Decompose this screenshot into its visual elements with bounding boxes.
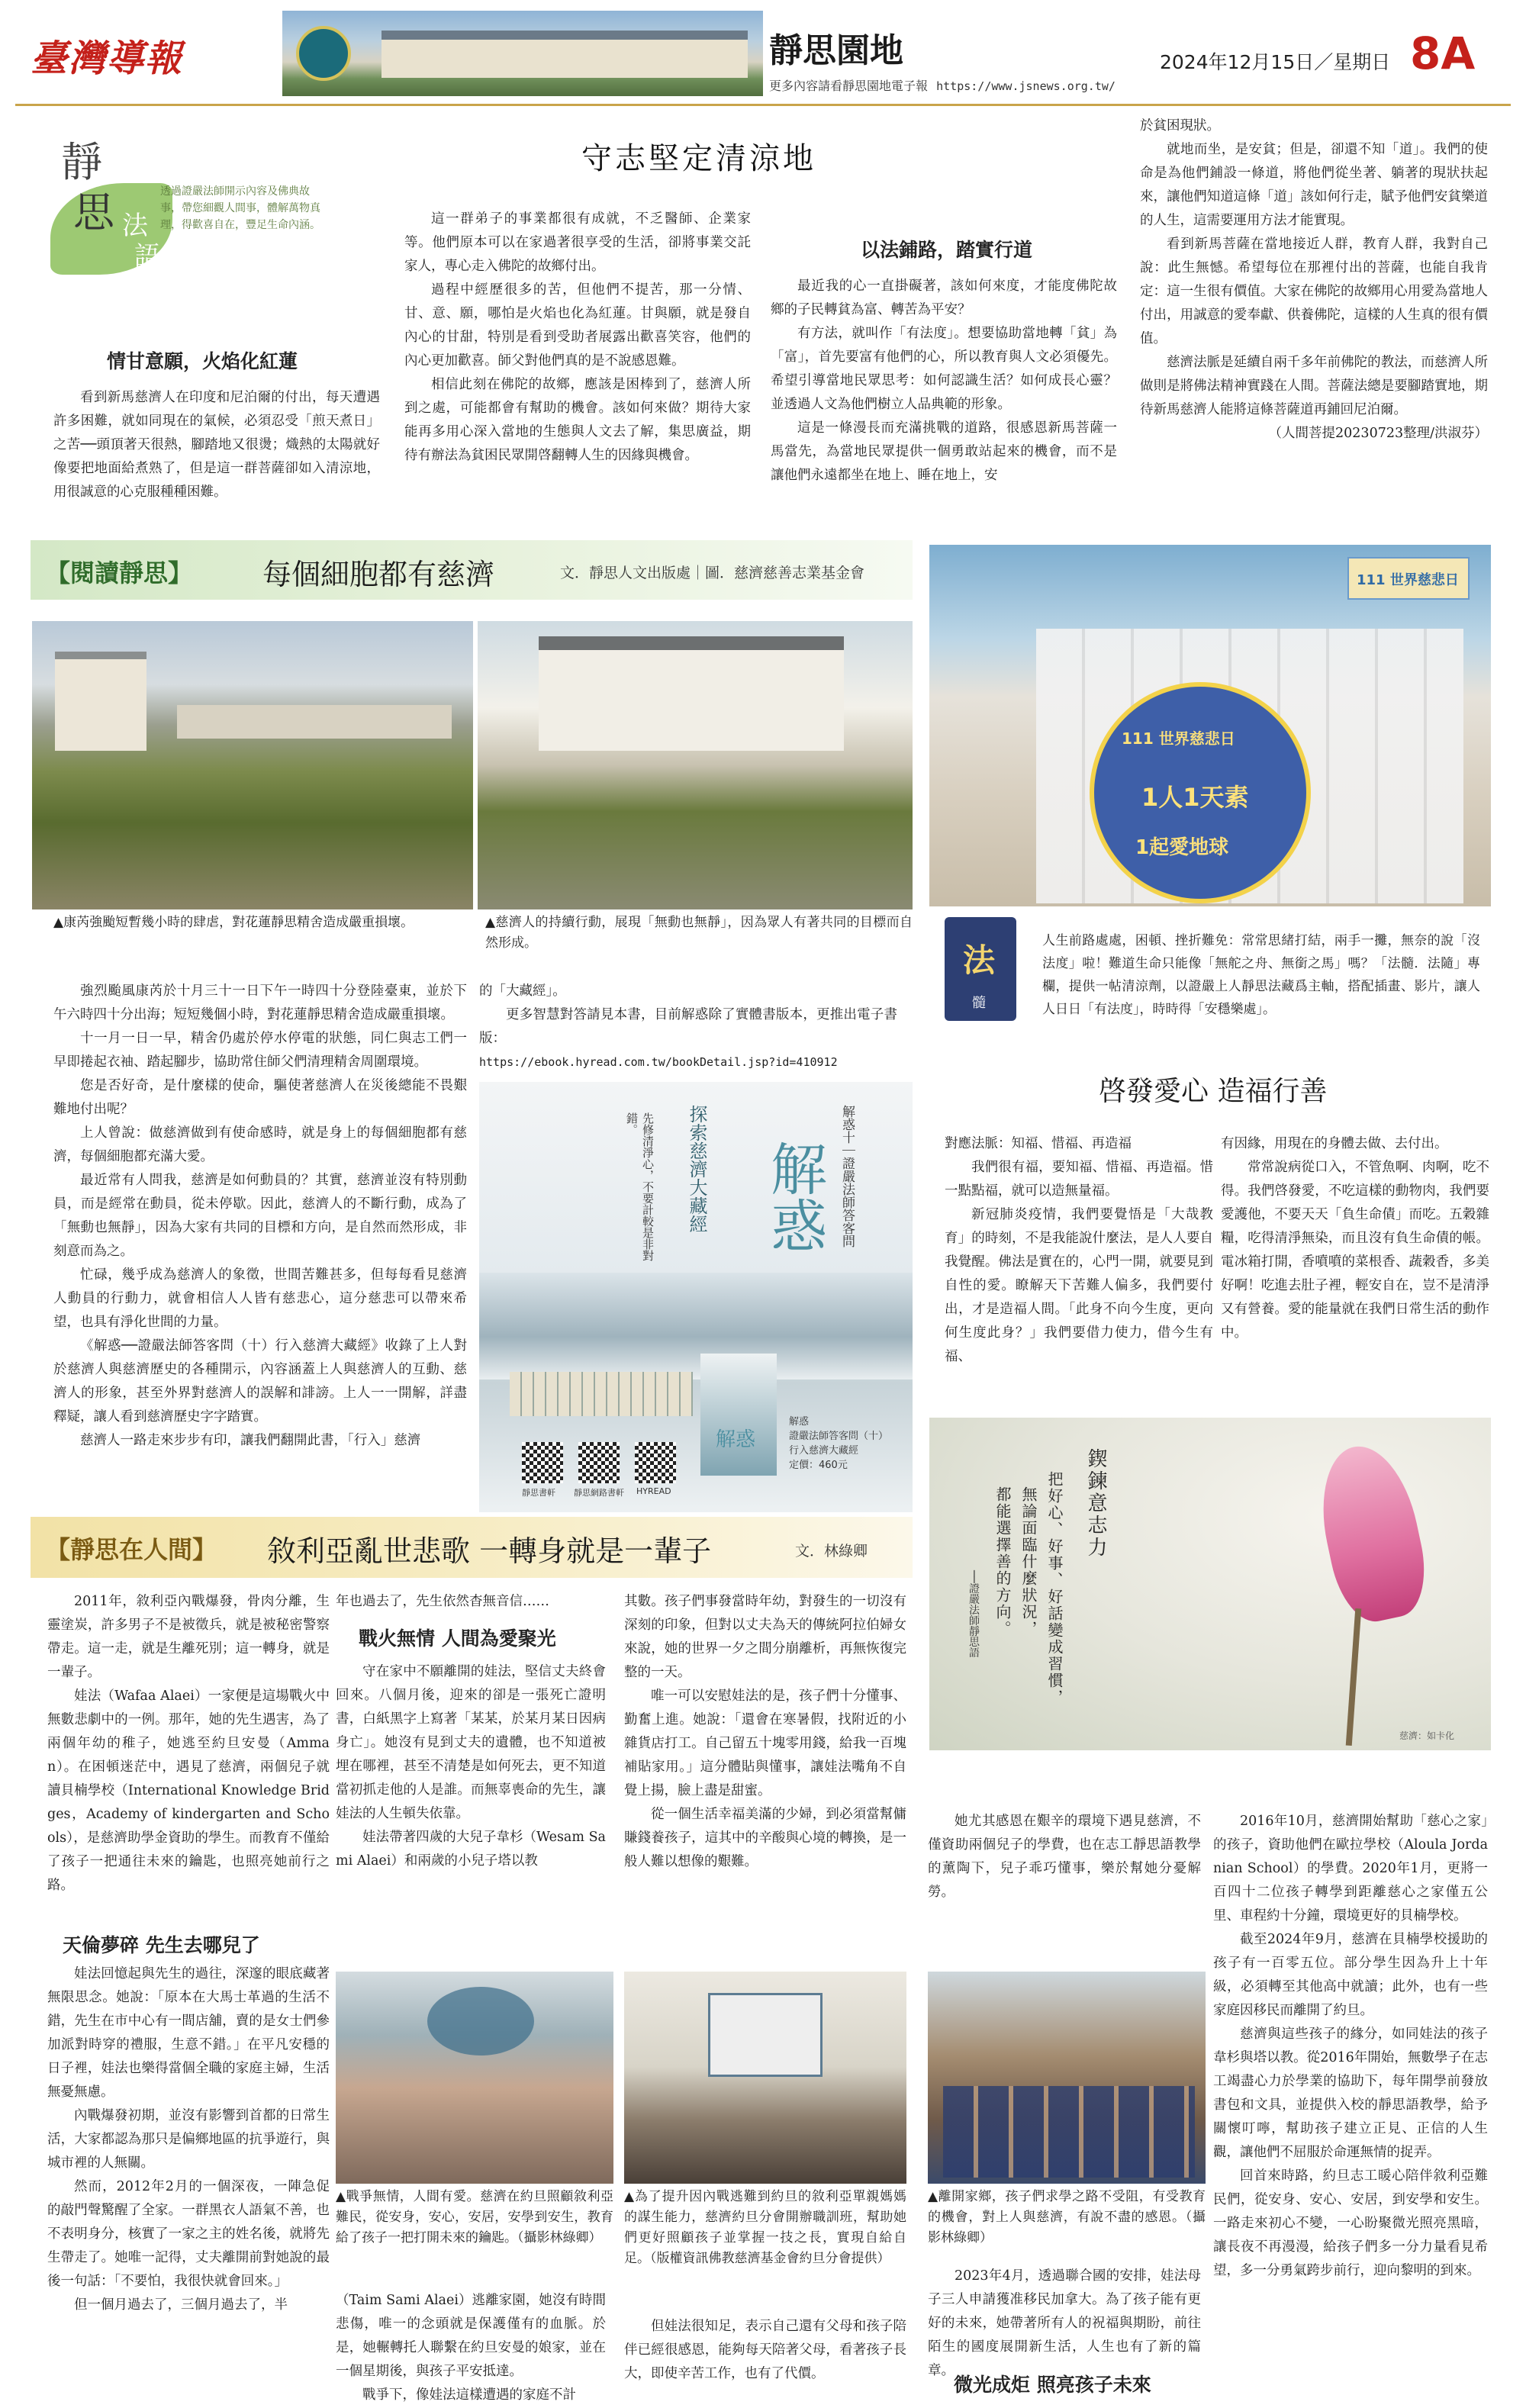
photo-refugee-children <box>336 1972 613 2184</box>
photo-typhoon-damage <box>32 621 473 909</box>
article3-sub1: 天倫夢碎 先生去哪兒了 <box>63 1934 260 1956</box>
article3-col4-top: 她尤其感恩在艱辛的環境下遇見慈濟，不僅資助兩個兒子的學費，也在志工靜思語教學的薰陶下，兒子乖巧懂事，樂於幫她分憂解勞。 <box>928 1814 1201 1900</box>
article3-col2-mid: 守在家中不願離開的娃法，堅信丈夫終會回來。八個月後，迎來的卻是一張死亡證明書，白紙黑字上寫著「某某，於某月某日因病身亡」。她沒有見到丈夫的遺體，也不知道被埋在哪裡，甚至不清楚是如何死去，更不知道當初抓走他的人是誰。而無辜喪命的先生，讓娃法的人生頓失依靠。 娃法帶著四歲的大兒子韋杉（Wesam Sami Alaei）和兩歲的小兒子塔以教 <box>336 1664 606 1869</box>
newspaper-logo: 臺灣導報 <box>31 37 184 80</box>
human-byline: 文．林綠卿 <box>795 1543 868 1560</box>
photo-students-class <box>928 1972 1206 2184</box>
book-cover <box>479 1082 913 1512</box>
article3-col4-bottom: 2023年4月，透過聯合國的安排，娃法母子三人申請獲准移民加拿大。為了孩子能有更好的未來，她帶著所有人的祝福與期盼，前往陌生的國度展開新生活，人生也有了新的篇章。 <box>928 2268 1201 2378</box>
article1-sub1: 情甘意願，火焰化紅蓮 <box>107 350 298 372</box>
logo-char-3: 法 <box>122 211 148 241</box>
jingsi-intro-horizontal: 透過證嚴法師開示內容及佛典故事，帶您細觀人間事，體解萬物真理，得歡喜自在，豐足生命內涵。 <box>160 185 320 231</box>
human-tag: 【靜思在人間】 <box>46 1535 217 1564</box>
qr-code-2[interactable] <box>578 1442 620 1483</box>
book-series: 解惑十｜證嚴法師答客問 <box>839 1105 855 1247</box>
photo-caption-5: ▲離開家鄉，孩子們求學之路不受阻，有受教育的機會，對上人與慈濟，有說不盡的感恩。（攝影林綠卿） <box>928 2189 1206 2245</box>
masthead <box>0 0 1526 114</box>
article3-col1-top: 2011年，敘利亞內戰爆發，骨肉分離，生靈塗炭，許多男子不是被徵兵，就是被秘密警察帶走。這一走，就是生離死別；這一轉身，就是一輩子。 娃法（Wafaa Alaei）一家便是這場戰火中無數悲劇中的一例。那年，她的先生遇害，為了兩個年幼的稚子，她逃至約旦安曼（Amman）。在困頓迷茫中，遇見了慈濟，兩個兒子就讀貝楠學校（International Knowledge Bridges，Academy of kindergarten and Schools），是慈濟助學金資助的學生。而教育不僅給了孩子一把通往未來的鑰匙，也照亮她前行之路。 <box>47 1594 330 1893</box>
qr-code-3[interactable] <box>635 1442 676 1483</box>
pledge-sign: 111 世界慈悲日 1人1天素 1起愛地球 <box>1090 682 1311 903</box>
article1-sub2: 以法鋪路，踏實行道 <box>861 239 1033 261</box>
photo-volunteers <box>478 621 913 909</box>
fayu-poster: 111 世界慈悲日 <box>1347 557 1470 600</box>
quote-source: ──證嚴法師靜思語 <box>967 1570 980 1658</box>
photo-credit: 慈濟：如卡化 <box>1399 1730 1455 1741</box>
quote-line-3: 都能選擇善的方向。 <box>993 1486 1012 1637</box>
book-photo-band <box>479 1273 913 1379</box>
magnolia-stem <box>1346 1608 1362 1746</box>
article3-col1-bottom: 娃法回憶起與先生的過往，深邃的眼底藏著無限思念。她說：「原本在大馬士革過的生活不錯，先生在市中心有一間店舖，賣的是女士們參加派對時穿的禮服，生意不錯。」在平凡安穩的日子裡，娃法也樂得當個全職的家庭主婦，生活無憂無慮。 內戰爆發初期，並沒有影響到首都的日常生活，大家都認為那只是偏鄉地區的抗爭遊行，與城市裡的人無關。 然而，2012年2月的一個深夜，一陣急促的敲門聲驚醒了全家。一群黑衣人語氣不善，也不表明身分，核實了一家之主的姓名後，就將先生帶走了。她唯一記得，丈夫離開前對她說的最後一句話：「不要怕，我很快就會回來。」 但一個月過去了，三個月過去了，半 <box>47 1966 330 2313</box>
photo-caption-2: ▲慈濟人的持續行動，展現「無動也無靜」，因為眾人有著共同的目標而自然形成。 <box>485 915 913 951</box>
fayu-col2: 有因緣，用現在的身體去做、去付出。 常常說病從口入，不管魚啊、肉啊，吃不得。我們啓發愛，不吃這樣的動物肉，我們要愛護他，不要天天「負生命債」而吃。五穀雜糧，吃得清淨無染，而且沒有負生命債的帳。電冰箱打開，香噴噴的菜根香、蔬穀香，多美好啊！吃進去肚子裡，輕安自在，豈不是清淨又有營養。愛的能量就在我們日常生活的動作中。 <box>1221 1136 1489 1341</box>
fayu-intro: 人生前路處處，困頓、挫折難免：常常思緒打結，兩手一攤，無奈的說「沒法度」啦！難道生命只能像「無舵之舟、無銜之馬」嗎？「法髓．法隨」專欄，提供一帖清涼劑，以證嚴上人靜思法藏爲主軸，搭配插畫、影片，讓人人日日「有法度」，時時得「安穩樂處」。 <box>1042 933 1480 1017</box>
logo-char-2: 思 <box>73 188 114 237</box>
magnolia-photo <box>929 1418 1491 1750</box>
photo-vocational-class <box>624 1972 906 2184</box>
quote-title: 鍥鍊意志力 <box>1084 1448 1107 1559</box>
reading-title: 每個細胞都有慈濟 <box>262 558 495 591</box>
book-price-info: 解惑 證嚴法師答客問（十） 行入慈濟大藏經 定價：460元 <box>789 1416 889 1471</box>
article1-col4: 於貧困現狀。 就地而坐，是安貧；但是，卻還不知「道」。我們的使命是為他們鋪設一條道，將他們從坐著、躺著的現狀扶起來，讓他們知道這條「道」該如何行走，賦予他們安貧樂道的人生，這需要運用方法才能實現。 看到新馬菩薩在當地接近人群，教育人群，我對自己說：此生無憾。希望每位在那裡付出的菩薩，也能自我肯定：這一生很有價值。大家在佛陀的故鄉用心用愛為當地人付出，用誠意的愛奉獻、供養佛陀，這樣的人生真的很有價值。 慈濟法脈是延續自兩千多年前佛陀的教法，而慈濟人所做則是將佛法精神實踐在人間。菩薩法總是要腳踏實地，期待新馬慈濟人能將這條菩薩道再鋪回尼泊爾。 （人間菩提20230723整理/洪淑芬） <box>1140 114 1488 511</box>
article1-title: 守志堅定清涼地 <box>581 141 816 176</box>
article1-col1: 看到新馬慈濟人在印度和尼泊爾的付出，每天遭遇許多困難，就如同現在的氣候，必須忍受「煎天煮日」之苦──頭頂著天很熱，腳踏地又很燙；熾熱的太陽就好像要把地面給煮熟了，但是這一群菩薩卻如入清涼地，用很誠意的心克服種種困難。 <box>53 390 380 500</box>
e-paper-note: 更多內容請看靜思園地電子報 https://www.jsnews.org.tw/ <box>769 79 1116 93</box>
book-title: 解惑 <box>761 1140 827 1253</box>
book-subtitle: 探索慈濟大藏經 <box>686 1105 707 1233</box>
issue-date: 2024年12月15日／星期日 <box>1160 51 1391 73</box>
article2-col2: 的「大藏經」。 更多智慧對答請見本書，目前解惑除了實體書版本，更推出電子書版： https://ebook.hyread.com.tw/bookDetail.jsp?id=410912 <box>479 980 897 1074</box>
fayu-photo <box>929 545 1491 906</box>
magnolia-flower-icon <box>1309 1437 1434 1628</box>
section-title: 靜思園地 <box>769 31 903 70</box>
article2-col1: 強烈颱風康芮於十月三十一日下午一時四十分登陸臺東，並於下午六時四十分出海；短短幾個小時，對花蓮靜思精舍造成嚴重損壞。 十一月一日一早，精舍仍處於停水停電的狀態，同仁與志工們一早即捲起衣袖、踏起腳步，協助常住師父們清理精舍周圍環境。 您是否好奇，是什麼樣的使命，驅使著慈濟人在災後總能不畏艱難地付出呢？ 上人曾說：做慈濟做到有使命感時，就是身上的每個細胞都有慈濟，每個細胞都充滿大愛。 最近常有人問我，慈濟是如何動員的？其實，慈濟並沒有特別動員，而是經常在動員，從未停歇。因此，慈濟人的不斷行動，成為了「無動也無靜」，因為大家有共同的目標和方向，是自然而然形成，非刻意而為之。 忙碌，幾乎成為慈濟人的象徵，世間苦難甚多，但每每看見慈濟人動員的行動力，就會相信人人皆有慈悲心，這分慈悲可以帶來希望，也具有淨化世間的力量。 《解惑──證嚴法師答客問（十）行入慈濟大藏經》收錄了上人對於慈濟人與慈濟歷史的各種開示，內容涵蓋上人與慈濟人的互動、慈濟人的形象，甚至外界對慈濟人的誤解和誹謗。上人一一開解，詳盡釋疑，讓人看到慈濟歷史字字踏實。 慈濟人一路走來步步有印，讓我們翻開此書，「行入」慈濟 <box>53 983 467 1448</box>
article3-col3: 其數。孩子們事發當時年幼，對發生的一切沒有深刻的印象，但對以丈夫為天的傳統阿拉伯婦女來說，她的世界一夕之間分崩離析，再無恢復完整的一天。 唯一可以安慰娃法的是，孩子們十分懂事、勤奮上進。她說：「還會在寒暑假，找附近的小雜貨店打工。自己留五十塊零用錢，給我一百塊補貼家用。」這分體貼與懂事，讓娃法嘴角不自覺上揚，臉上盡是甜蜜。 從一個生活幸福美滿的少婦，到必須當幫傭賺錢養孩子，這其中的辛酸與心境的轉換，是一般人難以想像的艱難。 <box>624 1594 906 1869</box>
reading-tag: 【閱讀靜思】 <box>46 559 193 588</box>
tzuchi-emblem-icon <box>296 26 351 81</box>
qr-label-2: 靜思網路書軒 <box>574 1488 624 1498</box>
fayu-col1: 對應法脈：知福、惜福、再造福 我們很有福，要知福、惜福、再造福。惜一點點福，就可以造無量福。 新冠肺炎疫情，我們要覺悟是「大哉教育」的時刻，不是我能說什麼法，是人人要自我覺醒。佛法是實在的，心門一開，就要見到自性的愛。瞭解天下苦難人偏多，我們要付出，才是造福人間。「此身不向今生度，更向何生度此身？」我們要借力使力，借今生有福、 <box>945 1136 1213 1364</box>
book-3d-cover: 解惑 <box>700 1354 777 1476</box>
reading-byline: 文．靜思人文出版處｜圖．慈濟慈善志業基金會 <box>560 565 865 581</box>
ebook-link[interactable]: https://ebook.hyread.com.tw/bookDetail.jsp?id=410912 <box>479 1055 838 1069</box>
logo-char-1: 靜 <box>61 138 102 186</box>
masthead-rule <box>15 104 1511 106</box>
reading-banner <box>31 540 913 600</box>
human-title: 敘利亞亂世悲歌 一轉身就是一輩子 <box>267 1534 712 1568</box>
qr-code-1[interactable] <box>522 1442 563 1483</box>
qr-label-1: 靜思書軒 <box>522 1488 555 1498</box>
book-poem: 先修清淨心，不要計較是非對錯。 <box>625 1112 655 1261</box>
article1-col3: 最近我的心一直掛礙著，該如何來度，才能度佛陀故鄉的子民轉貧為富、轉苦為平安？ 有方法，就叫作「有法度」。想要協助當地轉「貧」為「富」，首先要富有他們的心，所以教育與人文必須優先。希望引導當地民眾思考：如何認識生活？如何成長心靈？並透過人文為他們樹立人品典範的形象。 這是一條漫長而充滿挑戰的道路，很感恩新馬菩薩一馬當先，為當地民眾提供一個勇敢站起來的機會，而不是讓他們永遠都坐在地上、睡在地上，安 <box>771 278 1117 483</box>
qr-label-3: HYREAD <box>636 1486 671 1496</box>
quote-line-2: 無論面臨什麼狀況， <box>1019 1486 1038 1637</box>
article3-col2-bottom: （Taim Sami Alaei）逃離家園，她沒有時間悲傷，唯一的念頭就是保護僅有的血脈。於是，她輾轉托人聯繫在約旦安曼的娘家，並在一個星期後，與孩子平安抵達。 戰爭下，像娃法這樣遭遇的家庭不計 <box>336 2293 606 2403</box>
article3-sub2: 戰火無情 人間為愛聚光 <box>359 1627 556 1650</box>
article3-col2-top: 年也過去了，先生依然杳無音信…… <box>336 1594 549 1609</box>
article3-sub3: 微光成炬 照亮孩子未來 <box>954 2374 1151 2396</box>
e-paper-link[interactable]: https://www.jsnews.org.tw/ <box>936 79 1116 93</box>
fayu-badge-sub: 髓 <box>972 995 986 1011</box>
fayu-title: 啓發愛心 造福行善 <box>1099 1076 1328 1107</box>
article3-col5: 2016年10月，慈濟開始幫助「慈心之家」的孩子，資助他們在歐拉學校（Aloula Jordanian School）的學費。2020年1月，更將一百四十二位孩子轉學到距離慈心之家僅五公里、車程約十分鐘，環境更好的貝楠學校。 截至2024年9月，慈濟在貝楠學校援助的孩子有一百零五位。部分學生因為升上十年級，必須轉至其他高中就讀；此外，也有一些家庭因移民而離開了約旦。 慈濟與這些孩子的緣分，如同娃法的孩子韋杉與塔以教。從2016年開始，無數學子在志工竭盡心力於學業的協助下，每年開學前發放書包和文具，並提供入校的靜思語教學，給予關懷叮嚀，幫助孩子建立正見、正信的人生觀，讓他們不屈服於命運無情的捉弄。 回首來時路，約旦志工暖心陪伴敘利亞難民們，從安身、安心、安居，到安學和安生。一路走來初心不變，一心盼聚微光照亮黑暗，讓長夜不再漫漫，給孩子們多一分力量看見希望，多一分勇氣跨步前行，迎向黎明的到來。 <box>1213 1814 1488 2278</box>
article1-credit: （人間菩提20230723整理/洪淑芬） <box>1268 426 1488 441</box>
page-number: 8A <box>1410 27 1476 79</box>
human-banner <box>31 1517 913 1578</box>
fayu-badge: 法 髓 <box>945 917 1016 1021</box>
photo-caption-3: ▲戰爭無情，人間有愛。慈濟在約旦照顧敘利亞難民，從安身，安心，安居，安學到安生，教育給了孩子一把打開未來的鑰匙。（攝影林綠卿） <box>336 2189 613 2245</box>
photo-caption-4: ▲為了提升因內戰逃難到約旦的敘利亞單親媽媽的謀生能力，慈濟約旦分會開辦職訓班，幫助她們更好照顧孩子並掌握一技之長，實現自給自足。（版權資訊佛教慈濟基金會約旦分會提供） <box>624 2189 906 2266</box>
masthead-photo <box>282 11 763 96</box>
quote-line-1: 把好心、好事、好話變成習慣， <box>1045 1471 1064 1706</box>
article3-col3-bottom: 但娃法很知足，表示自己還有父母和孩子陪伴已經很感恩，能夠每天陪著父母，看著孩子長大，即使辛苦工作，也有了代價。 <box>624 2319 906 2381</box>
building-silhouette <box>382 31 748 78</box>
logo-char-4: 語 <box>134 241 160 272</box>
photo-caption-1: ▲康芮強颱短暫幾小時的肆虐，對花蓮靜思精舍造成嚴重損壞。 <box>53 915 414 930</box>
book-stack <box>510 1372 693 1416</box>
article1-col2: 這一群弟子的事業都很有成就，不乏醫師、企業家等。他們原本可以在家過著很享受的生活，卻將事業交託家人，專心走入佛陀的故鄉付出。 過程中經歷很多的苦，但他們不提苦，那一分情、甘、意、願，哪怕是火焰也化為紅蓮。甘與願，就是發自內心的甘甜，特別是看到受助者展露出歡喜笑容，他們的內心更加歡喜。師父對他們真的是不說感恩難。 相信此刻在佛陀的故鄉，應該是困棒到了，慈濟人所到之處，可能都會有幫助的機會。該如何來做？期待大家能再多用心深入當地的生態與人文去了解，集思廣益，期待有辦法為貧困民眾開啓翻轉人生的因緣與機會。 <box>404 211 751 463</box>
